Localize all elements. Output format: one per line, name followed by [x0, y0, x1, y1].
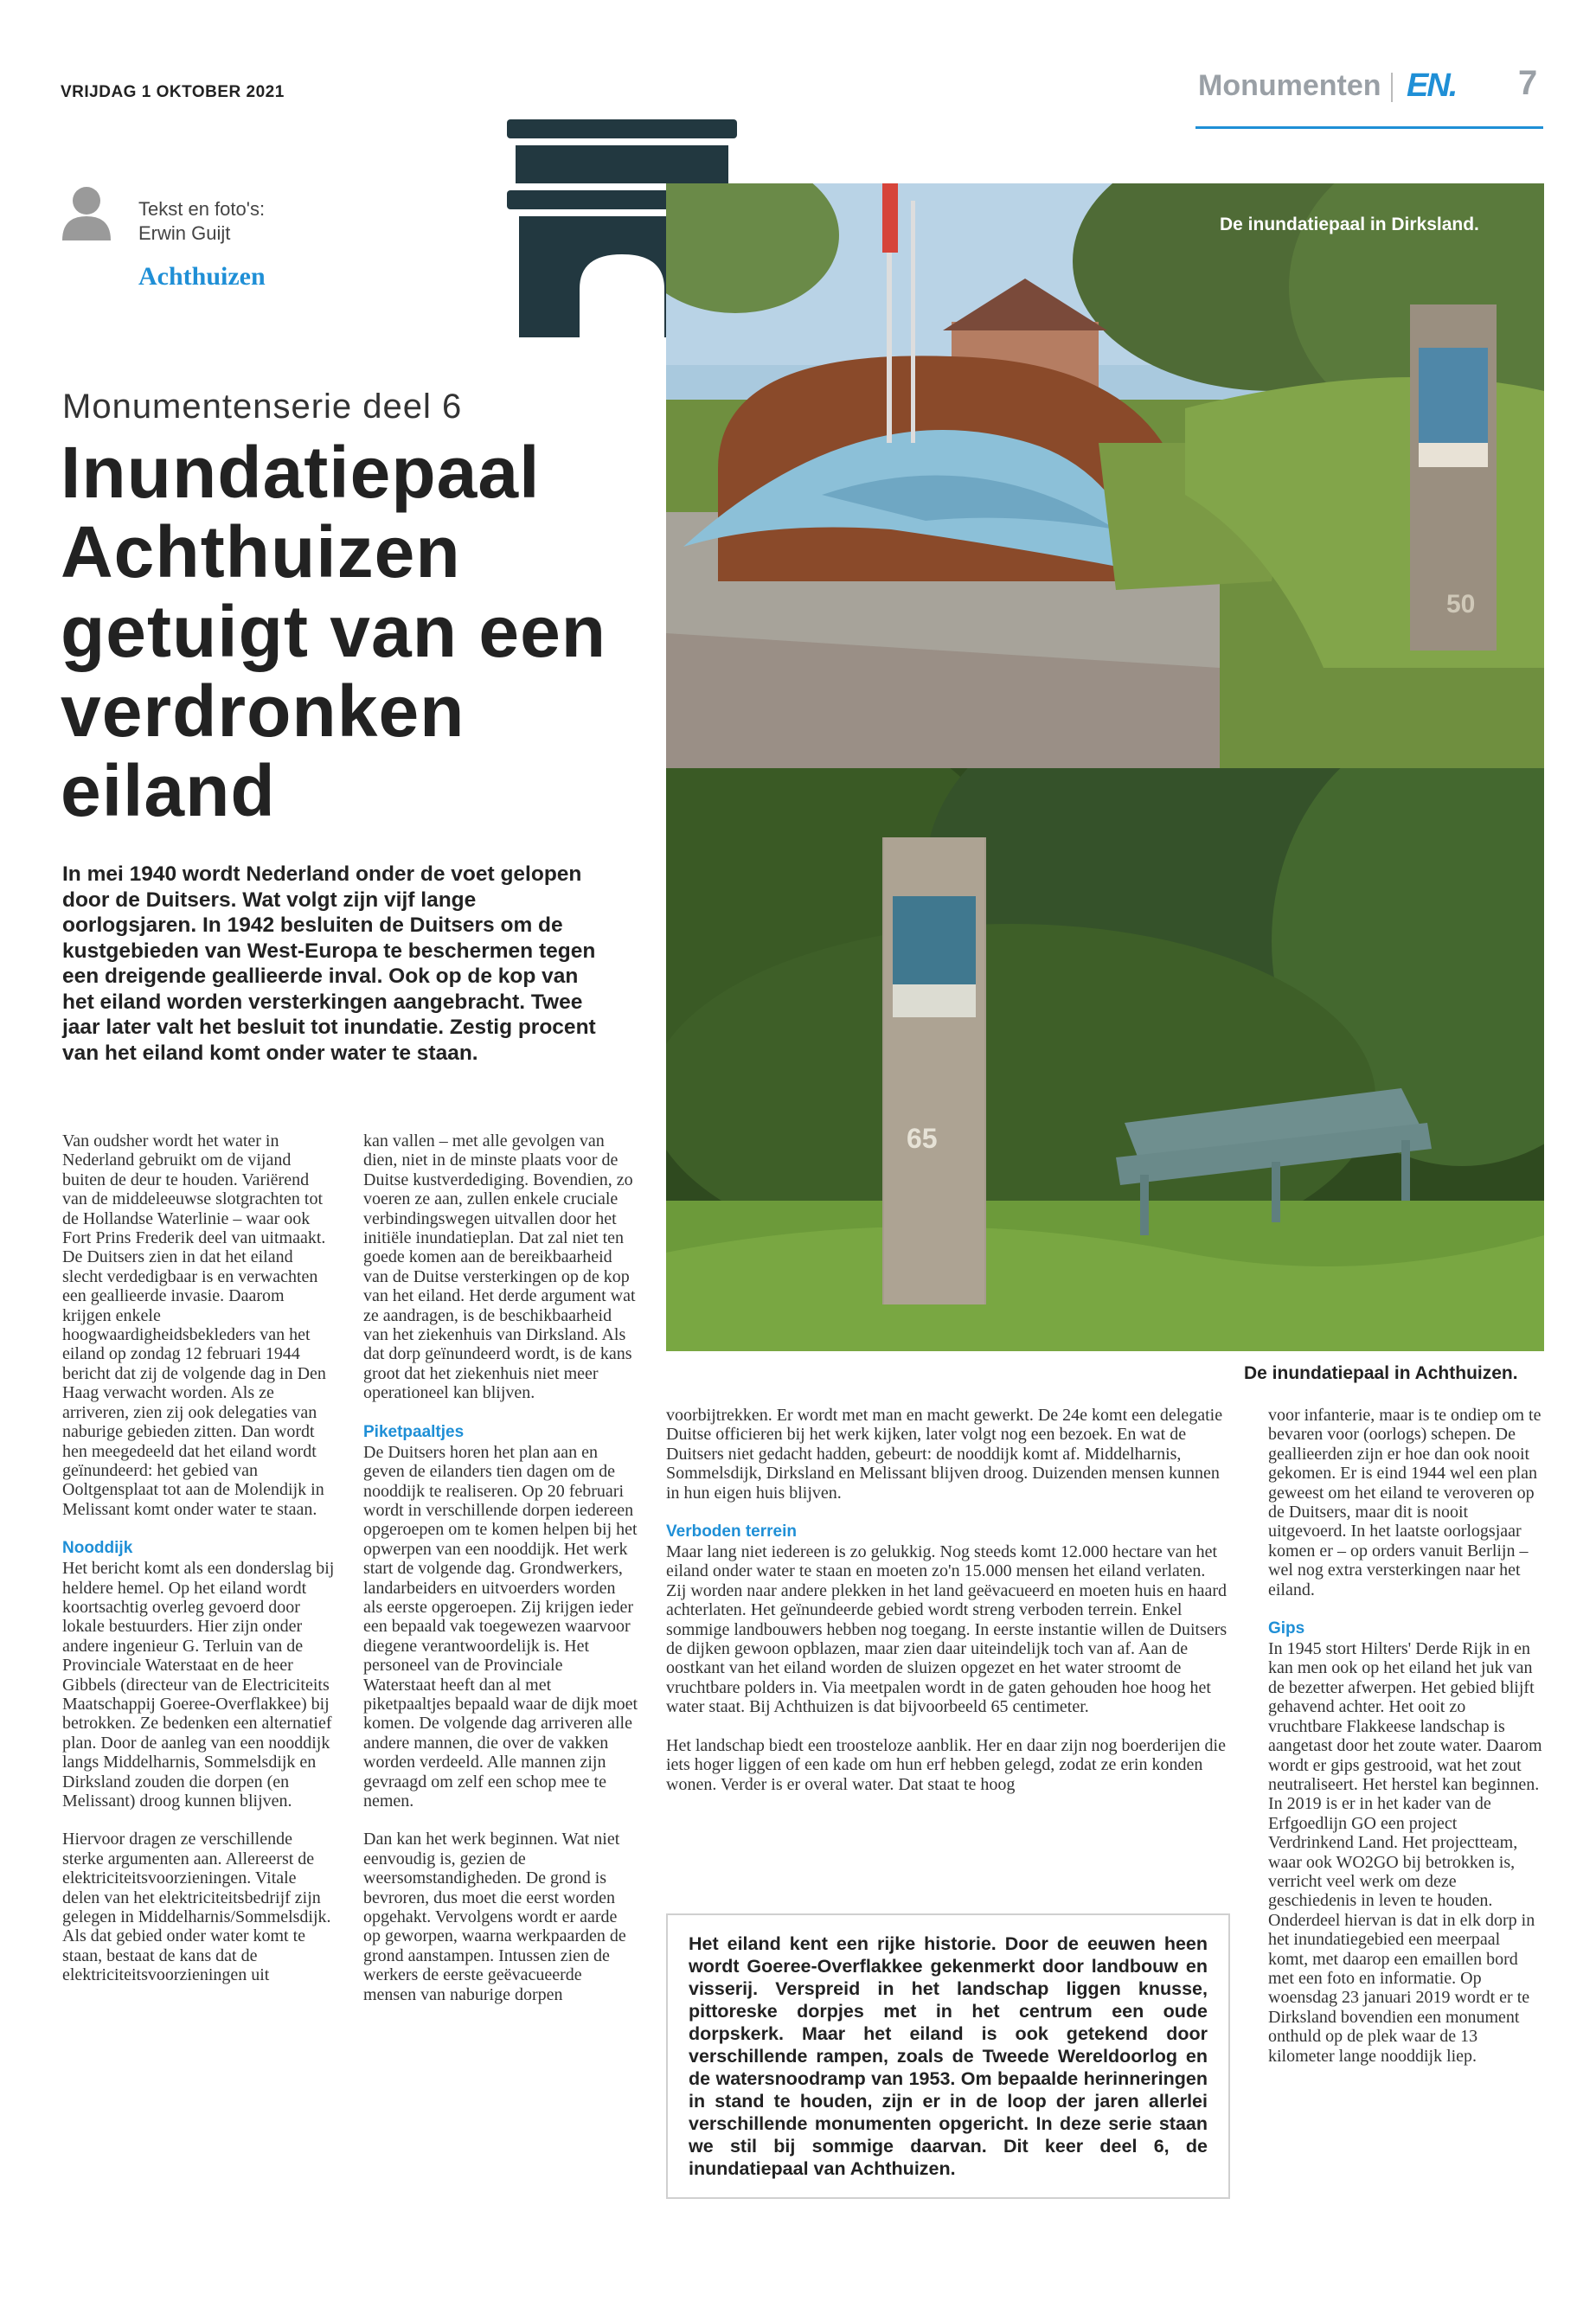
body-paragraph: Van oudsher wordt het water in Nederland gebruikt om de vijand buiten de deur te houden. Variërend van de middeleeuwse slotgrachten tot de Hollandse Waterlinie – waar ook Fort Prins Frederik deel van uitmaakt. De Duitsers zien in dat het eiland slecht verdedigbaar is en verwachten een geallieerde invasie. Daarom krijgen enkele hoogwaardigheidsbekleders van het eiland op zondag 12 februari 1944 bericht dat zij de volgende dag in Den Haag verwacht worden. Als ze arriveren, zien zij ook delegaties van naburige gebieden zitten. Dan wordt hen meegedeeld dat het eiland wordt geïnundeerd: het gebied van Ooltgensplaat tot aan de Molendijk in Melissant komt onder water te staan. [62, 1131, 326, 1519]
photo-dirksland [666, 183, 1544, 770]
intro-box: Het eiland kent een rijke historie. Door de eeuwen heen wordt Goeree-Overflakkee gekenmerkt door landbouw en visserij. Verspreid in het landschap liggen knusse, pittoreske dorpjes met in het centrum een oude dorpskerk. Maar het eiland is ook getekend door verschillende rampen, zoals de Tweede Wereldoorlog en de watersnoodramp van 1953. Om bepaalde herinneringen in stand te houden, zijn er in de loop der jaren allerlei verschillende monumenten opgericht. In deze serie staan we stil bij sommige daarvan. Dit keer deel 6, de inundatiepaal van Achthuizen. [666, 1913, 1230, 2199]
body-paragraph: Het bericht komt als een donderslag bij heldere hemel. Op het eiland wordt koortsachtig overleg gevoerd door lokale bestuurders. Hier zijn onder andere ingenieur G. Terluin van de Provinciale Waterstaat en de heer Gibbels (directeur van de Electriciteits Maatschappij Goeree-Overflakkee) bij betrokken. Ze bedenken een alternatief plan. Door de aanleg van een nooddijk langs Middelharnis, Sommelsdijk en Dirksland zouden die dorpen (en Melissant) droog kunnen blijven. [62, 1559, 335, 1811]
caption-achthuizen: De inundatiepaal in Achthuizen. [1244, 1363, 1518, 1383]
body-column-1 [62, 1131, 337, 2004]
body-paragraph: Dan kan het werk beginnen. Wat niet eenvoudig is, gezien de weersomstandigheden. De grond is bevroren, dus moet die eerst worden opgehakt. Vervolgens wordt er aarde op geworpen, waarna werkpaarden de grond aanstampen. Intussen zien de werkers de eerste geëvacueerde mensen van naburige dorpen [363, 1830, 626, 2004]
photo-dirksland-image [666, 183, 1544, 770]
body-paragraph: In 1945 stort Hilters' Derde Rijk in en kan men ook op het eiland het juk van de bezetter afwerpen. Het gebied blijft gehavend achter. Het ooit zo vruchtbare Flakkeese landschap is aangetast door het zoute water. Daarom wordt er gips gestrooid, wat het zout neutraliseert. Het herstel kan beginnen. In 2019 is er in het kader van de Erfgoedlijn GO een project Verdrinkend Land. Het projectteam, waar ook WO2GO bij betrokken is, verricht veel werk om deze geschiedenis in leven te houden. Onderdeel hiervan is dat in elk dorp in het inundatiegebied een meerpaal komt, met daarop een emaillen bord met een foto en informatie. Op woensdag 23 januari 2019 wordt er te Dirksland bovendien een monument onthuld op de plek waar de 13 kilometer lange nooddijk liep. [1268, 1639, 1542, 2066]
place-label: Achthuizen [138, 262, 266, 291]
header-divider [1391, 73, 1393, 102]
photo-achthuizen-image [666, 768, 1544, 1351]
subhead-verboden-terrein: Verboden terrein [666, 1522, 797, 1541]
photo-achthuizen [666, 768, 1544, 1351]
post-height-mark-top: 50 [1446, 590, 1476, 619]
section-title: Monumenten [1198, 69, 1381, 102]
body-paragraph: Hiervoor dragen ze verschillende sterke argumenten aan. Allereerst de elektriciteitsvoorzieningen. Vitale delen van het elektriciteitsbedrijf zijn gelegen in Middelharnis/Sommelsdijk. Als dat gebied onder water komt te staan, bestaat de kans dat de elektriciteitsvoorzieningen uit [62, 1830, 331, 1985]
series-kicker: Monumentenserie deel 6 [62, 388, 463, 426]
credits [138, 197, 265, 246]
body-paragraph: voorbijtrekken. Er wordt met man en macht gewerkt. De 24e komt een delegatie Duitse officieren bij het werk kijken, later volgt nog een bezoek. En wat de Duitsers niet gedacht hadden, gebeurt: de nooddijk komt af. Middelharnis, Sommelsdijk, Dirksland en Melissant blijven droog. Duizenden mensen kunnen in hun eigen huis blijven. [666, 1406, 1223, 1503]
subhead-nooddijk: Nooddijk [62, 1539, 133, 1558]
credits-author: Erwin Guijt [138, 222, 231, 244]
body-column-3 [666, 1406, 1228, 1813]
credits-line: Tekst en foto's: [138, 198, 266, 220]
body-paragraph: voor infanterie, maar is te ondiep om te bevaren voor (oorlogs) schepen. De geallieerden zijn er hoe dan ook nooit gekomen. Er is eind 1944 wel een plan geweest om het eiland te veroveren op de Duitsers, maar dit is nooit uitgevoerd. In het laatste oorlogsjaar komen er – op orders vanuit Berlijn – wel nog extra versterkingen naar het eiland. [1268, 1406, 1542, 1599]
subhead-gips: Gips [1268, 1619, 1305, 1638]
lead-paragraph: In mei 1940 wordt Nederland onder de voet gelopen door de Duitsers. Wat volgt zijn vijf lange oorlogsjaren. In 1942 besluiten de Duitsers om de kustgebieden van West-Europa te beschermen tegen een dreigende geallieerde inval. Ook op de kop van het eiland worden versterkingen aangebracht. Twee jaar later valt het besluit tot inundatie. Zestig procent van het eiland komt onder water te staan. [62, 862, 596, 1065]
post-height-mark-bottom: 65 [907, 1123, 938, 1154]
person-icon [61, 183, 112, 240]
body-paragraph: De Duitsers horen het plan aan en geven de eilanders tien dagen om de nooddijk te realiseren. Op 20 februari wordt in verschillende dorpen iedereen opgeroepen om te komen helpen bij het opwerpen van een nooddijk. Het werk start de volgende dag. Grondwerkers, landarbeiders en uitvoerders worden als eerste opgeroepen. Zij krijgen ieder een bepaald vak toegewezen waarvoor diegene verantwoordelijk is. Het personeel van de Provinciale Waterstaat heeft dan al met piketpaaltjes bepaald waar de dijk moet komen. De volgende dag arriveren alle andere mannen, die over de vakken worden verdeeld. Alle mannen zijn gevraagd om zelf een schop mee te nemen. [363, 1442, 638, 1811]
body-column-2 [363, 1131, 638, 2023]
caption-dirksland: De inundatiepaal in Dirksland. [1220, 215, 1479, 234]
header-rule [1195, 126, 1543, 129]
issue-date: VRIJDAG 1 OKTOBER 2021 [61, 83, 285, 101]
page-number: 7 [1518, 64, 1538, 102]
body-paragraph: Het landschap biedt een troosteloze aanblik. Her en daar zijn nog boerderijen die iets hoger liggen of een kade om hun erf hebben gelegd, zodat ze erin konden wonen. Verder is er overal water. Dat staat te hoog [666, 1735, 1226, 1794]
body-column-4 [1268, 1406, 1543, 2085]
body-paragraph: Maar lang niet iedereen is zo gelukkig. Nog steeds komt 12.000 hectare van het eiland onder water te staan en moeten zo'n 15.000 mensen het eiland verlaten. Zij worden naar andere plekken in het land geëvacueerd en moeten huis en haard achterlaten. Het geïnundeerde gebied wordt streng verboden terrein. Enkel sommige landbouwers hebben nog toegang. In eerste instantie willen de Duitsers de dijken gewoon opblazen, maar zien daar uiteindelijk toch van af. Aan de oostkant van het eiland worden de sluizen opgezet en het water stroomt de vruchtbare polders in. Via meetpalen wordt in de gaten gehouden hoe hoog het water staat. Bij Achthuizen is dat bijvoorbeeld 65 centimeter. [666, 1542, 1227, 1717]
subhead-piketpaaltjes: Piketpaaltjes [363, 1422, 465, 1441]
headline: Inundatiepaal Achthuizen getuigt van een verdronken eiland [61, 432, 607, 831]
body-paragraph: kan vallen – met alle gevolgen van dien, niet in de minste plaats voor de Duitse kustverdediging. Bovendien, zo voeren ze aan, zullen enkele cruciale verbindingswegen uitvallen door het initiële inundatieplan. Dat zal niet ten goede komen aan de bereikbaarheid van de Duitse versterkingen op de kop van het eiland. Het derde argument wat ze aandragen, is de beschikbaarheid van het ziekenhuis van Dirksland. Als dat dorp geïnundeerd wordt, is de kans groot dat het ziekenhuis niet meer operationeel kan blijven. [363, 1131, 636, 1403]
brand-logo: EN. [1407, 67, 1457, 104]
